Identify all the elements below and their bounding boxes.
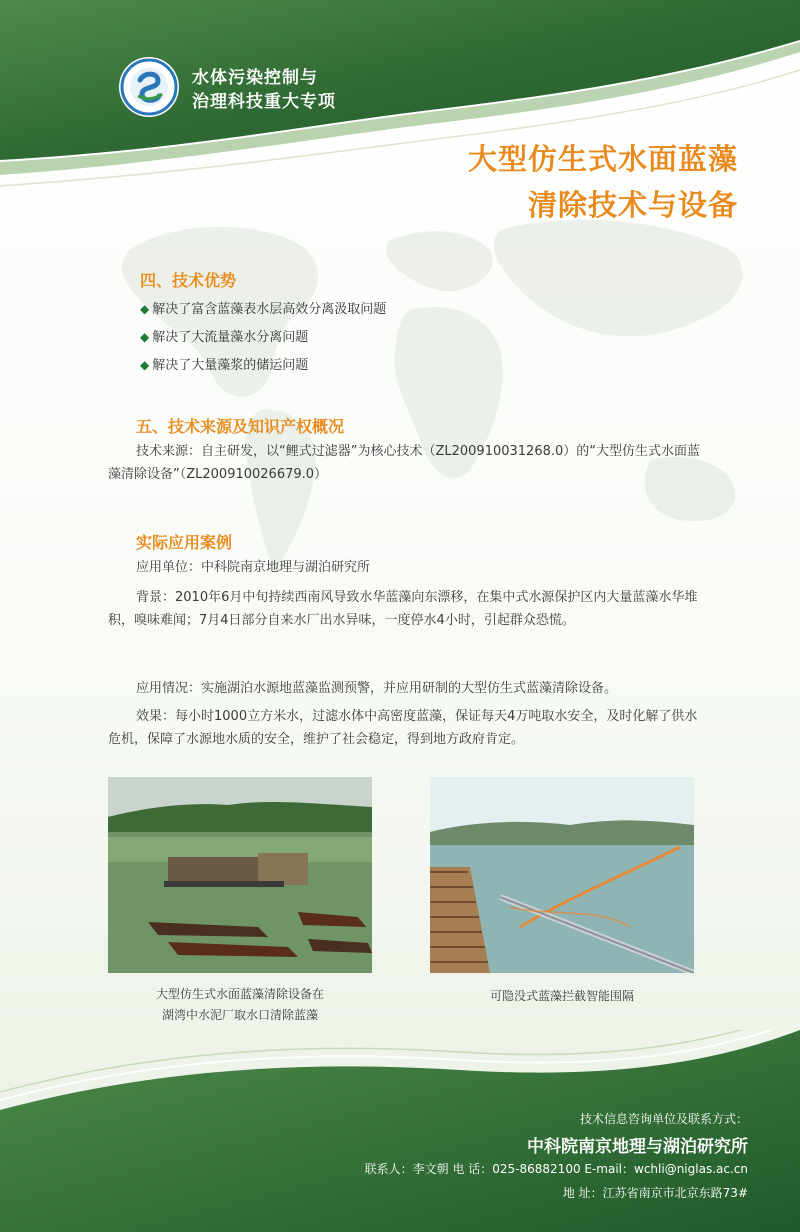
ip-source-text: 技术来源：自主研发，以“鲤式过滤器”为核心技术（ZL200910031268.0）的“大型仿生式水面蓝藻清除设备”（ZL200910026679.0） (108, 444, 701, 482)
section-advantages-title: 四、技术优势 (140, 271, 237, 290)
case-effect-text: 效果：每小时1000立方米水，过滤水体中高密度蓝藻，保证每天4万吨取水安全，及时化解了供水危机，保障了水源地水质的安全，维护了社会稳定，得到地方政府肯定。 (108, 709, 698, 747)
case-background-text: 背景：2010年6月中旬持续西南风导致水华蓝藻向东漂移，在集中式水源保护区内大量蓝藻水华堆积，嗅味难闻；7月4日部分自来水厂出水异味，一度停水4小时，引起群众恐慌。 (108, 590, 698, 628)
section-ip-title: 五、技术来源及知识产权概况 (136, 417, 345, 436)
org-name-line2: 治理科技重大专项 (192, 92, 336, 112)
footer-contact-info: 联系人：李文朝 电 话：025-86882100 E-mail：wchli@niglas.ac.cn (364, 1162, 748, 1176)
footer-address: 地 址：江苏省南京市北京东路73# (562, 1186, 748, 1200)
case-unit-text: 应用单位：中科院南京地理与湖泊研究所 (136, 560, 371, 575)
photo-interception-barrier (430, 777, 694, 973)
footer-org-name: 中科院南京地理与湖泊研究所 (527, 1137, 748, 1157)
advantage-item: ◆ 解决了大流量藻水分离问题 (140, 330, 309, 345)
diamond-bullet-icon: ◆ (140, 302, 150, 316)
advantage-item: ◆ 解决了富含蓝藻表水层高效分离汲取问题 (140, 302, 387, 317)
footer-contact-label: 技术信息咨询单位及联系方式： (579, 1112, 748, 1126)
photo-cleaning-equipment (108, 777, 372, 973)
page-title-line1: 大型仿生式水面蓝藻 (467, 142, 738, 176)
photo-left-caption: 大型仿生式水面蓝藻清除设备在 湖湾中水泥厂取水口清除蓝藻 (155, 987, 324, 1022)
photo-right-caption: 可隐没式蓝藻拦截智能围隔 (489, 989, 634, 1003)
advantage-item: ◆ 解决了大量藻浆的储运问题 (140, 358, 309, 373)
page-title-line2: 清除技术与设备 (527, 188, 738, 222)
footer-banner (0, 1030, 800, 1232)
project-logo (118, 56, 180, 118)
diamond-bullet-icon: ◆ (140, 330, 150, 344)
diamond-bullet-icon: ◆ (140, 358, 150, 372)
case-application-text: 应用情况：实施湖泊水源地蓝藻监测预警，并应用研制的大型仿生式蓝藻清除设备。 (136, 681, 618, 696)
org-name (192, 66, 336, 114)
org-name-line1: 水体污染控制与 (192, 68, 318, 88)
section-cases-title: 实际应用案例 (136, 533, 233, 552)
